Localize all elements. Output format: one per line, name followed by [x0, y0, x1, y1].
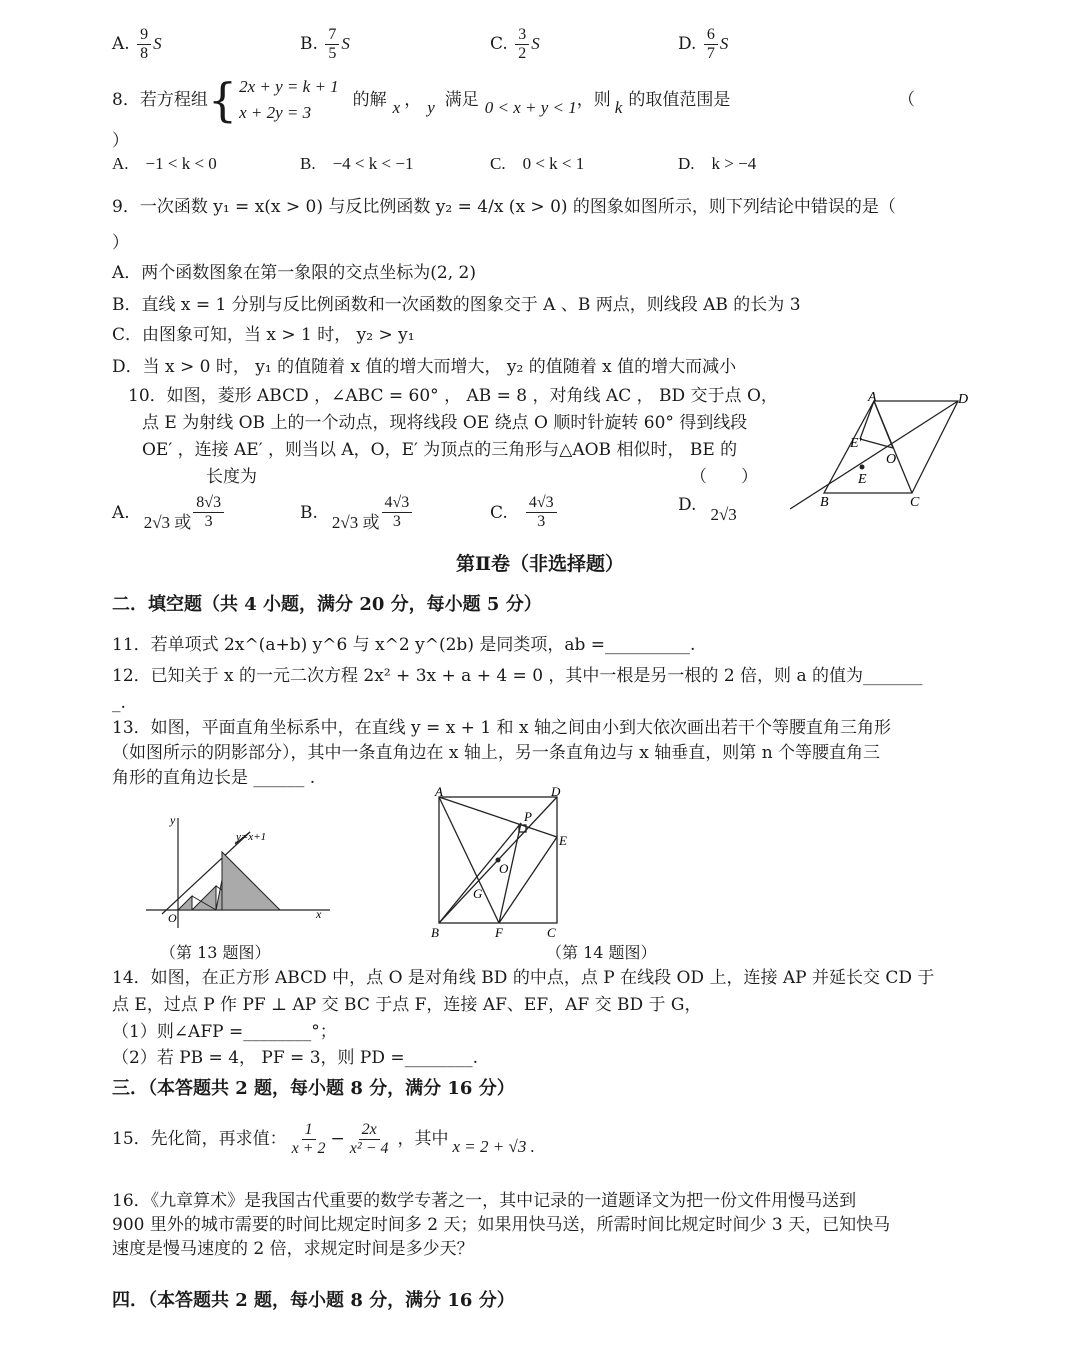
q7-option-d: D. $\frac{6}{7}$ S: [678, 26, 729, 62]
part2-header: 二．填空题（共 4 小题，满分 20 分，每小题 5 分）: [112, 594, 542, 615]
fig14-square: [425, 785, 585, 940]
label-o: O: [886, 452, 897, 467]
line-ae: [439, 797, 557, 837]
q16-line3: 速度是慢马速度的 2 倍，求规定时间是多少天？: [112, 1239, 474, 1259]
q9-option-b: B．直线 x = 1 分别与反比例函数和一次函数的图象交于 A 、B 两点，则线段 AB 的长为 3: [112, 295, 801, 315]
fig13-origin-label: O: [168, 911, 177, 925]
fig13-line-label: y=x+1: [236, 831, 267, 843]
q15: 15．先化简，再求值： $\frac{1}{x + 2}$ − $\frac{2x}{\text{x² − 4}}$ ，其中 x = 2 + √3 .: [112, 1120, 535, 1157]
q14-line4: （2）若 PB = 4， PF = 3，则 PD =________.: [112, 1048, 479, 1068]
q10-line4: 长度为: [206, 467, 257, 487]
q8-option-b: B. −4 < k < −1: [300, 154, 414, 173]
q14-line3: （1）则∠AFP =________°；: [112, 1022, 337, 1042]
q13-line1: 13．如图，平面直角坐标系中，在直线 y = x + 1 和 x 轴之间由小到大依次画出若干个等腰直角三角形: [112, 718, 891, 738]
fig13-x-label: x: [316, 907, 322, 921]
label-c: C: [910, 495, 920, 510]
q10-option-d: D. 2√3: [678, 495, 737, 524]
fig13-caption: （第 13 题图）: [160, 943, 271, 962]
q10-paren: （ ）: [690, 467, 758, 487]
q8-equation-system: { 2x + y = k + 1 x + 2y = 3: [207, 73, 339, 127]
q13-line3: 角形的直角边长是 ______ .: [112, 768, 316, 788]
q8-option-d: D. k > −4: [678, 154, 757, 173]
q10-option-c: C. $\frac{4√3}{3}$: [490, 494, 559, 531]
q13-line2: （如图所示的阴影部分），其中一条直角边在 x 轴上，另一条直角边与 x 轴垂直，则第 n 个等腰直角三: [112, 743, 881, 763]
q8-option-c: C. 0 < k < 1: [490, 154, 585, 173]
q9-stem: 9．一次函数 y₁ = x(x > 0) 与反比例函数 y₂ = 4/x (x > 0) 的图象如图所示，则下列结论中错误的是（: [112, 197, 896, 217]
section2-title: 第Ⅱ卷（非选择题）: [455, 553, 624, 575]
q7-option-c: C. $\frac{3}{2}$ S: [490, 26, 540, 62]
q12-line2: _.: [112, 693, 126, 713]
part4-header: 四．（本答题共 2 题，每小题 8 分，满分 16 分）: [112, 1290, 515, 1311]
q7-option-b: B. $\frac{7}{5}$ S: [300, 26, 350, 62]
q8-paren-open: （: [898, 90, 915, 110]
label-e-prime: E′: [850, 436, 862, 451]
q12-line1: 12．已知关于 x 的一元二次方程 2x² + 3x + a + 4 = 0 ，其中一根是另一根的 2 倍，则 a 的值为_______: [112, 666, 923, 686]
q9-paren-close: ）: [112, 233, 129, 253]
q9-option-d: D．当 x > 0 时， y₁ 的值随着 x 值的增大而增大， y₂ 的值随着 x 值的增大而减小: [112, 357, 737, 377]
q10-line1: 10．如图，菱形 ABCD ，∠ABC = 60° ， AB = 8 ，对角线 AC ， BD 交于点 O，: [128, 386, 778, 406]
q8-option-a: A. −1 < k < 0: [112, 154, 217, 173]
q16-line2: 900 里外的城市需要的时间比规定时间多 2 天；如果用快马送，所需时间比规定时间少 3 天，已知快马: [112, 1215, 891, 1235]
fig14-label-d: D: [551, 785, 561, 799]
q10-option-b: B. 2√3 或 $\frac{4√3}{3}$: [300, 494, 414, 531]
q8-stem: 8．若方程组 { 2x + y = k + 1 x + 2y = 3 的解 x ， y 满足 0 < x + y < 1 ，则 k 的取值范围是: [112, 73, 731, 127]
label-b: B: [820, 495, 829, 510]
point-e: [860, 465, 865, 470]
q8-paren-close: ）: [112, 131, 129, 151]
q10-rhombus-figure: [780, 385, 980, 515]
fig14-label-o: O: [499, 861, 509, 876]
q9-option-a: A．两个函数图象在第一象限的交点坐标为(2, 2): [112, 263, 476, 283]
segment-oe-prime: [860, 439, 893, 448]
triangle-4: [222, 852, 280, 910]
triangle-1: [178, 896, 192, 910]
fig13-y-label: y: [170, 813, 176, 827]
q10-line3: OE′ ，连接 AE′ ，则当以 A，O，E′ 为顶点的三角形与△AOB 相似时， BE 的: [142, 440, 738, 460]
part3-header: 三．（本答题共 2 题，每小题 8 分，满分 16 分）: [112, 1078, 515, 1099]
q10-option-a: A. 2√3 或 $\frac{8√3}{3}$: [112, 494, 226, 531]
fig14-label-g: G: [473, 886, 483, 901]
q16-line1: 16．《九章算术》是我国古代重要的数学专著之一，其中记录的一道题译文为把一份文件用慢马送到: [112, 1191, 857, 1211]
label-d: D: [958, 392, 969, 407]
q10-line2: 点 E 为射线 OB 上的一个动点，现将线段 OE 绕点 O 顺时针旋转 60° 得到线段: [142, 413, 748, 433]
q14-line2: 点 E，过点 P 作 PF ⊥ AP 交 BC 于点 F，连接 AF、EF，AF 交 BD 于 G，: [112, 995, 702, 1015]
fig14-label-b: B: [431, 925, 439, 940]
label-a: A: [868, 390, 877, 405]
fig14-label-f: F: [495, 925, 503, 940]
fig14-caption: （第 14 题图）: [546, 943, 657, 962]
segment-ae-prime: [860, 401, 874, 439]
fig14-label-e: E: [559, 833, 567, 848]
q7-option-a: A. $\frac{9}{8}$ S: [112, 26, 162, 62]
q9-option-c: C．由图象可知，当 x > 1 时， y₂ > y₁: [112, 325, 415, 345]
fig14-label-a: A: [435, 785, 443, 799]
q14-line1: 14．如图，在正方形 ABCD 中，点 O 是对角线 BD 的中点，点 P 在线段 OD 上，连接 AP 并延长交 CD 于: [112, 968, 935, 988]
fig14-label-c: C: [547, 925, 556, 940]
q11: 11．若单项式 2x^(a+b) y^6 与 x^2 y^(2b) 是同类项，ab =__________.: [112, 635, 696, 655]
triangle-3-edge: [216, 880, 222, 910]
fig13-graph: [140, 810, 340, 935]
label-e: E: [858, 472, 867, 487]
fig14-label-p: P: [524, 809, 532, 824]
segment-ao: [874, 401, 893, 448]
